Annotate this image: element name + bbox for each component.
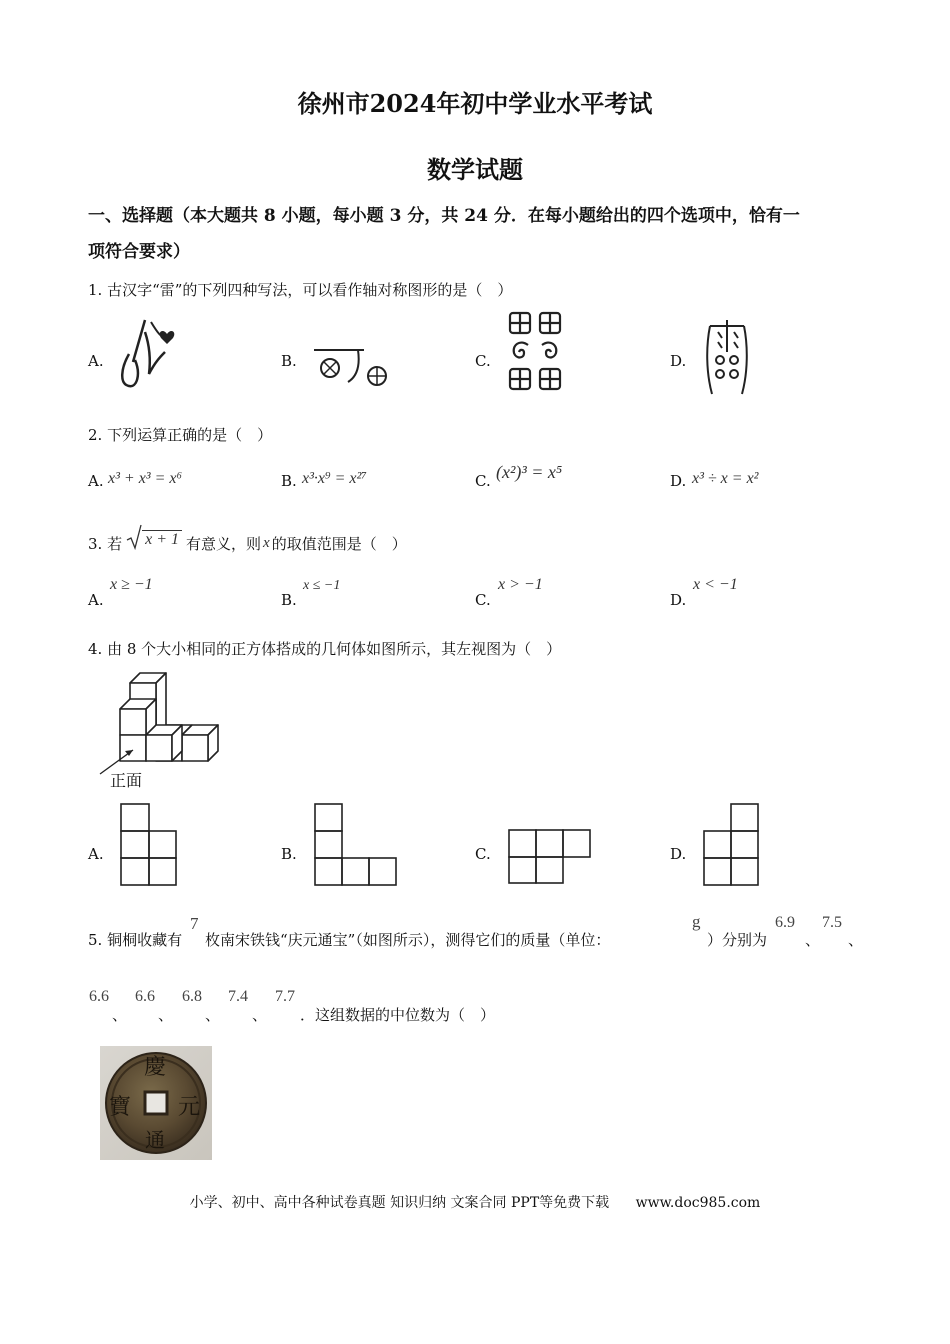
q5-unit: g (692, 912, 701, 931)
q5-value-6: 7.4 (228, 988, 248, 1005)
coin-photo (100, 1046, 212, 1160)
q1-option-c-label: C. (475, 352, 491, 370)
q3-option-b-label: B. (281, 591, 297, 609)
q4-option-c-label: C. (475, 845, 491, 863)
q3-radical (126, 524, 182, 550)
q5-sep-5: 、 (205, 1006, 221, 1024)
q5-text-a: 5. 铜桐收藏有 (88, 931, 183, 949)
q2-option-b-label: B. (281, 472, 297, 490)
q4-option-d-view (703, 803, 761, 887)
footer-url[interactable]: www.doc985.com (635, 1195, 761, 1211)
q5-sep-3: 、 (112, 1006, 128, 1024)
q5-text-d: ．这组数据的中位数为（ ） (300, 1006, 496, 1024)
coin-char-right: 元 (178, 1095, 201, 1120)
q3-option-d-expr: x < −1 (693, 576, 738, 593)
q2-option-d-label: D. (670, 472, 687, 490)
q3-option-b-expr: x ≤ −1 (303, 578, 341, 593)
q2-option-d-expr: x³ ÷ x = x² (692, 470, 759, 487)
section-heading-line1: 一、选择题（本大题共 8 小题，每小题 3 分，共 24 分．在每小题给出的四个选项中，恰有一 (88, 206, 800, 226)
q3-variable: x (263, 534, 270, 551)
q5-sep-2: 、 (848, 931, 864, 949)
q5-value-7: 7.7 (275, 988, 295, 1005)
q4-option-b-label: B. (281, 845, 297, 863)
question-4-text: 4. 由 8 个大小相同的正方体搭成的几何体如图所示，其左视图为（ ） (88, 640, 562, 658)
q1-option-b-glyph (310, 340, 390, 390)
front-view-label: 正面 (110, 771, 143, 790)
q2-option-c-expr: (x²)³ = x⁵ (496, 462, 563, 482)
q3-suffix: 有意义，则 (186, 534, 262, 553)
q4-cube-figure (95, 664, 225, 776)
coin-char-left: 寶 (109, 1095, 132, 1120)
coin-char-top: 慶 (144, 1055, 167, 1080)
q3-option-c-expr: x > −1 (498, 576, 543, 593)
q5-sep-4: 、 (158, 1006, 174, 1024)
q5-value-5: 6.8 (182, 988, 202, 1005)
q1-option-d-glyph (700, 316, 756, 396)
q3-suffix2: 的取值范围是（ ） (271, 534, 407, 553)
q5-value-2: 7.5 (822, 914, 842, 931)
q3-radicand: x + 1 (142, 530, 182, 549)
q5-text-c: ）分别为 (707, 931, 768, 949)
q5-value-3: 6.6 (89, 988, 109, 1005)
q5-count: 7 (190, 914, 199, 933)
q1-option-a-label: A. (88, 352, 104, 370)
q4-option-a-label: A. (88, 845, 104, 863)
radical-sign-icon (126, 524, 142, 550)
q4-option-d-label: D. (670, 845, 687, 863)
q4-option-b-view (314, 803, 398, 887)
section-heading (88, 198, 868, 270)
q2-option-c-label: C. (475, 472, 491, 490)
q4-option-a-view (120, 803, 178, 887)
section-heading-line2: 项符合要求） (88, 242, 190, 262)
q4-option-c-view (508, 829, 592, 885)
q5-value-4: 6.6 (135, 988, 155, 1005)
q1-option-d-label: D. (670, 352, 687, 370)
q2-option-a-label: A. (88, 472, 104, 490)
page-subtitle: 数学试题 (427, 155, 523, 184)
q3-option-a-expr: x ≥ −1 (110, 576, 153, 593)
q3-option-a-label: A. (88, 591, 104, 609)
q1-option-a-glyph (115, 314, 185, 394)
q5-value-1: 6.9 (775, 914, 795, 931)
question-2-text: 2. 下列运算正确的是（ ） (88, 426, 273, 444)
q3-prefix: 3. 若 (88, 534, 123, 553)
q5-sep-6: 、 (252, 1006, 268, 1024)
q2-option-a-expr: x³ + x³ = x⁶ (108, 470, 183, 487)
q3-option-c-label: C. (475, 591, 491, 609)
q1-option-b-label: B. (281, 352, 297, 370)
coin-char-bottom: 通 (145, 1128, 165, 1152)
footer-text: 小学、初中、高中各种试卷真题 知识归纳 文案合同 PPT等免费下载 (189, 1195, 610, 1211)
q5-sep-1: 、 (805, 931, 821, 949)
q3-option-d-label: D. (670, 591, 687, 609)
page-footer (0, 1192, 950, 1212)
q5-text-b: 枚南宋铁钱“庆元通宝”（如图所示），测得它们的质量（单位： (205, 931, 611, 949)
question-3-text (88, 530, 407, 556)
q1-option-c-glyph (506, 309, 568, 395)
question-1-text: 1. 古汉字“雷”的下列四种写法，可以看作轴对称图形的是（ ） (88, 281, 513, 299)
page-title: 徐州市2024年初中学业水平考试 (297, 89, 653, 118)
q2-option-b-expr: x³·x⁹ = x²⁷ (302, 470, 367, 487)
